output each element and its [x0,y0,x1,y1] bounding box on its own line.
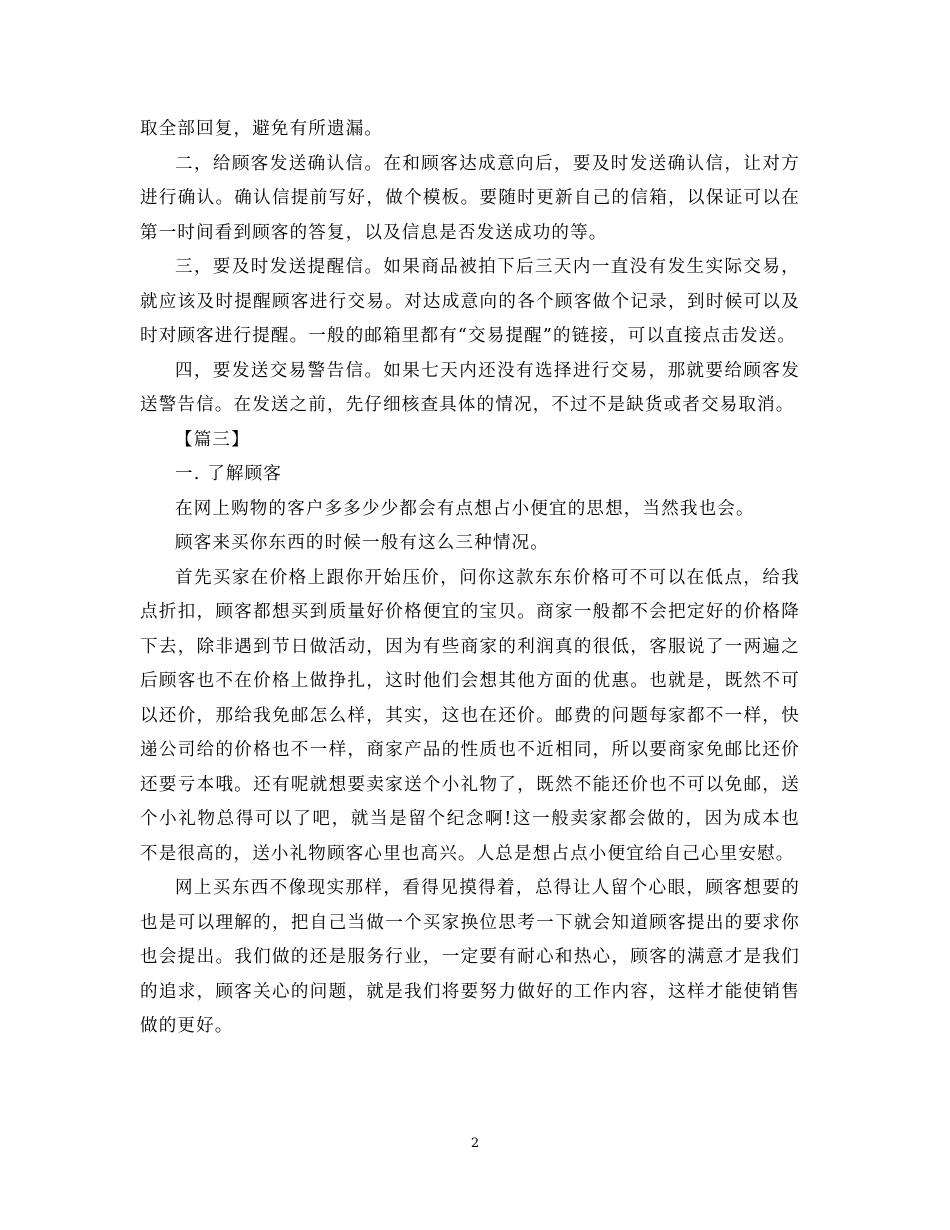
paragraph-reminder-letter: 三，要及时发送提醒信。如果商品被拍下后三天内一直没有发生实际交易，就应该及时提醒顾客进行交易。对达成意向的各个顾客做个记录，到时候可以及时对顾客进行提醒。一般的邮箱里都有“交易提醒”的链接，可以直接点击发送。 [140,257,800,346]
paragraph-customer-mindset: 在网上购物的客户多多少少都会有点想占小便宜的思想，当然我也会。 [175,498,755,519]
section-heading: 【篇三】 [175,429,250,450]
paragraph-service-attitude: 网上买东西不像现实那样，看得见摸得着，总得让人留个心眼，顾客想要的也是可以理解的，把自己当做一个买家换位思考一下就会知道顾客提出的要求你也会提出。我们做的还是服务行业，一定要有耐心和热心，顾客的满意才是我们的追求，顾客关心的问题，就是我们将要努力做好的工作内容，这样才能使销售做的更好。 [140,878,800,1036]
subheading-understand-customers: 一. 了解顾客 [175,464,283,484]
paragraph-continuation: 取全部回复，避免有所遗漏。 [140,119,384,139]
paragraph-warning-letter: 四，要发送交易警告信。如果七天内还没有选择进行交易，那就要给顾客发送警告信。在发送之前，先仔细核查具体的情况，不过不是缺货或者交易取消。 [140,360,800,415]
document-body [140,112,800,1044]
page-number: 2 [470,1136,480,1151]
paragraph-bargaining: 首先买家在价格上跟你开始压价，问你这款东东价格可不可以在低点，给我点折扣，顾客都想买到质量好价格便宜的宝贝。商家一般都不会把定好的价格降下去，除非遇到节日做活动，因为有些商家的利润真的很低，客服说了一两遍之后顾客也不在价格上做挣扎，这时他们会想其他方面的优惠。也就是，既然不可以还价，那给我免邮怎么样，其实，这也在还价。邮费的问题每家都不一样，快递公司给的价格也不一样，商家产品的性质也不近相同，所以要商家免邮比还价还要亏本哦。还有呢就想要卖家送个小礼物了，既然不能还价也不可以免邮，送个小礼物总得可以了吧，就当是留个纪念啊!这一般卖家都会做的，因为成本也不是很高的，送小礼物顾客心里也高兴。人总是想占点小便宜给自己心里安慰。 [140,567,800,864]
paragraph-confirmation-letter: 二，给顾客发送确认信。在和顾客达成意向后，要及时发送确认信，让对方进行确认。确认信提前写好，做个模板。要随时更新自己的信箱，以保证可以在第一时间看到顾客的答复，以及信息是否发送成功的等。 [140,153,800,243]
paragraph-three-situations: 顾客来买你东西的时候一般有这么三种情况。 [175,533,549,553]
